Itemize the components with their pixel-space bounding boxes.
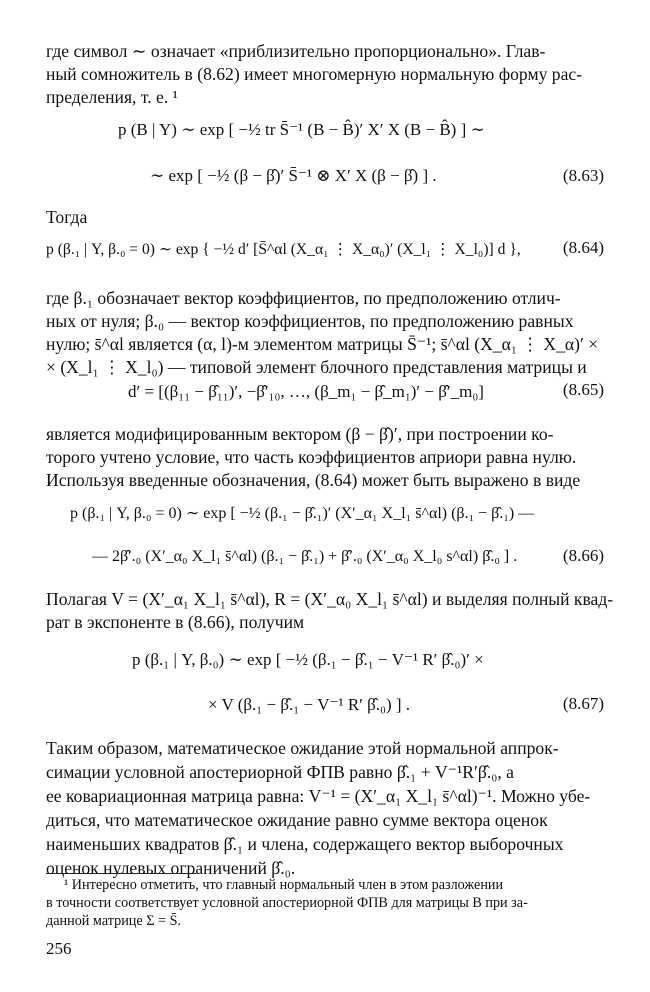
equation-8-65: d′ = [(β₁₁ − β̂₁₁)′, −β̂′₁₀, …, (β_m₁ − β̂_m₁)′ − β̂′_m₀] bbox=[128, 382, 484, 401]
page-number: 256 bbox=[46, 939, 72, 958]
footnote-line: в точности соответствует условной апостериорной ФПВ для матрицы B при за- bbox=[46, 895, 528, 911]
text-line: наименьших квадратов β̂.₁ и члена, содержащего вектор выборочных bbox=[46, 834, 564, 854]
text-line: пределения, т. е. ¹ bbox=[46, 87, 178, 107]
text-line: ее ковариационная матрица равна: V⁻¹ = (X′_α₁ X_l₁ s̄^αl)⁻¹. Можно убе- bbox=[46, 786, 591, 806]
equation-8-67-line-1: p (β.₁ | Y, β.₀) ∼ exp [ −½ (β.₁ − β̂.₁ − V⁻¹ R′ β̂.₀)′ × bbox=[132, 650, 484, 669]
text-line: Полагая V = (X′_α₁ X_l₁ s̄^αl), R = (X′_α₀ X_l₁ s̄^αl) и выделяя полный квад- bbox=[46, 589, 614, 609]
text-line: торого учтено условие, что часть коэффициентов априори равна нулю. bbox=[46, 447, 577, 467]
equation-number: (8.67) bbox=[562, 694, 604, 713]
paragraph-conclusion bbox=[46, 736, 606, 880]
equation-8-66-line-2: — 2β̂′.₀ (X′_α₀ X_l₁ s̄^αl) (β.₁ − β̂.₁) + β̂′.₀ (X′_α₀ X_l₀ s^αl) β̂.₀ ] . bbox=[92, 548, 518, 565]
paragraph-modified-vector bbox=[46, 423, 606, 492]
paragraph-intro bbox=[46, 40, 606, 109]
equation-8-63-line-1: p (B | Y) ∼ exp [ −½ tr S̄⁻¹ (B − B̂)′ X′ X (B − B̂) ] ∼ bbox=[118, 120, 485, 139]
word-togda: Тогда bbox=[46, 207, 88, 227]
equation-number: (8.64) bbox=[562, 238, 604, 257]
paragraph-definitions bbox=[46, 287, 606, 379]
text-line: Таким образом, математическое ожидание этой нормальной аппрок- bbox=[46, 738, 559, 758]
text-line: Используя введенные обозначения, (8.64) может быть выражено в виде bbox=[46, 470, 581, 490]
text-line: является модифицированным вектором (β − β̂)′, при построении ко- bbox=[46, 424, 554, 444]
equation-8-64: p (β.₁ | Y, β.₀ = 0) ∼ exp { −½ d′ [S̄^αl (X_α₁ ⋮ X_α₀)′ (X_l₁ ⋮ X_l₀)] d }, bbox=[46, 241, 521, 258]
footnote bbox=[46, 876, 606, 930]
footnote-divider bbox=[46, 873, 196, 874]
text-line: диться, что математическое ожидание равно сумме вектора оценок bbox=[46, 810, 548, 830]
equation-number: (8.65) bbox=[562, 380, 604, 399]
text-line: × (X_l₁ ⋮ X_l₀) — типовой элемент блочного представления матрицы и bbox=[46, 357, 587, 377]
equation-number: (8.63) bbox=[562, 166, 604, 185]
text-line: где символ ∼ означает «приблизительно пропорционально». Глав- bbox=[46, 41, 546, 61]
text-line: ный сомножитель в (8.62) имеет многомерную нормальную форму рас- bbox=[46, 64, 583, 84]
equation-8-67-line-2: × V (β.₁ − β̂.₁ − V⁻¹ R′ β̂.₀) ] . bbox=[208, 695, 411, 714]
text-line: симации условной апостериорной ФПВ равно β̂.₁ + V⁻¹R′β̂.₀, а bbox=[46, 762, 514, 782]
text-line: нулю; s̄^αl является (α, l)-м элементом матрицы S̄⁻¹; s̄^αl (X_α₁ ⋮ X_α)′ × bbox=[46, 334, 599, 354]
text-line: ных от нуля; β.₀ — вектор коэффициентов, по предположению равных bbox=[46, 311, 574, 331]
text-line: оценок нулевых ограничений β̂.₀. bbox=[46, 858, 296, 878]
footnote-line: ¹ Интересно отметить, что главный нормальный член в этом разложении bbox=[64, 877, 504, 893]
text-line: где β.₁ обозначает вектор коэффициентов, по предположению отлич- bbox=[46, 288, 561, 308]
paragraph-substitution bbox=[46, 588, 614, 634]
footnote-line: данной матрице Σ = S̄. bbox=[46, 913, 182, 929]
equation-number: (8.66) bbox=[562, 546, 604, 565]
text-line: рат в экспоненте в (8.66), получим bbox=[46, 612, 305, 632]
equation-8-66-line-1: p (β.₁ | Y, β.₀ = 0) ∼ exp [ −½ (β.₁ − β̂.₁)′ (X′_α₁ X_l₁ s̄^αl) (β.₁ − β̂.₁) — bbox=[70, 505, 535, 522]
equation-8-63-line-2: ∼ exp [ −½ (β − β̂)′ S̄⁻¹ ⊗ X′ X (β − β̂) ] . bbox=[150, 166, 437, 185]
